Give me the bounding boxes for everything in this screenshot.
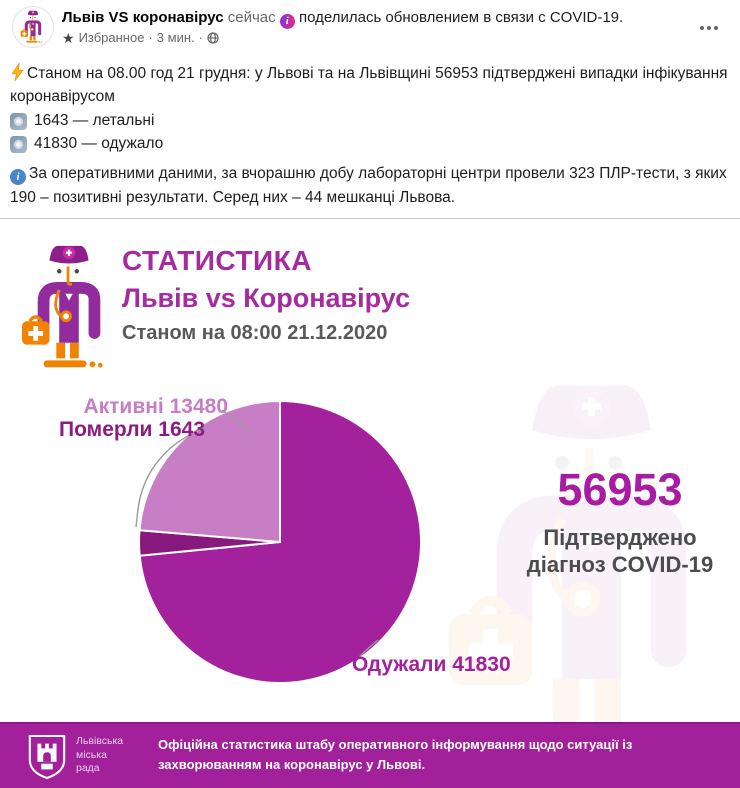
post-text-line1 <box>10 62 728 108</box>
pie-slices <box>139 401 421 683</box>
infographic-image[interactable] <box>0 219 740 788</box>
favorites-star-icon: ★ <box>62 29 75 46</box>
lightning-icon <box>10 63 25 81</box>
org-name-line: Львівська <box>76 735 124 747</box>
more-options-icon[interactable] <box>696 22 722 34</box>
info-circle-icon: i <box>10 169 26 185</box>
post-text-line2 <box>10 162 728 210</box>
post-title-line <box>62 7 696 29</box>
favorites-label: Избранное <box>78 30 145 45</box>
post-text-line2-text: За оперативними даними, за вчорашню добу лабораторні центри провели 323 ПЛР-тести, з яких 190 – позитивні результати. Серед них – 44 мешканці Львова. <box>10 165 727 206</box>
page-name-link[interactable]: Львів VS коронавірус <box>62 9 224 26</box>
org-name <box>76 735 123 776</box>
infographic-footer <box>0 722 740 788</box>
pie-label-active: Активні 13480 <box>83 395 228 418</box>
bullet-text-recovered: 41830 — одужало <box>34 135 164 152</box>
confirmed-total-value: 56953 <box>557 464 683 515</box>
infographic-date: Станом на 08:00 21.12.2020 <box>122 322 388 344</box>
radio-button-icon <box>10 113 27 130</box>
list-item <box>10 112 154 130</box>
pie-label-died: Померли 1643 <box>59 418 205 441</box>
globe-privacy-icon <box>207 32 219 44</box>
post-timestamp[interactable]: 3 мин. <box>156 30 195 45</box>
post-text-line1-text: Станом на 08.00 год 21 грудня: у Львові та на Львівщині 56953 підтверджені випадки інфікування коронавірусом <box>10 65 728 105</box>
infographic-title: СТАТИСТИКА <box>122 245 312 276</box>
org-name-line: міська <box>76 748 107 761</box>
confirmed-stat-block <box>500 466 740 578</box>
list-item <box>10 135 163 153</box>
post-action-text: поделилась обновлением в связи с COVID-19. <box>298 9 624 26</box>
bullet-text-lethal: 1643 — летальні <box>34 112 155 129</box>
infographic-subtitle: Львів vs Коронавірус <box>122 283 411 313</box>
page-avatar[interactable] <box>12 6 54 48</box>
confirmed-total-label <box>500 524 740 578</box>
confirmed-label-line2: діагноз COVID-19 <box>526 552 714 577</box>
radio-button-icon <box>10 136 27 153</box>
info-badge-icon: i <box>280 14 295 29</box>
post-time-inline: сейчас <box>227 9 276 26</box>
post-byline <box>62 30 219 45</box>
byline-separator: · <box>198 30 203 45</box>
org-name-line: рада <box>76 762 100 774</box>
doctor-avatar-icon <box>20 9 46 45</box>
confirmed-label-line1: Підтверджено <box>543 525 697 550</box>
pie-label-recovered: Одужали 41830 <box>352 653 511 676</box>
byline-separator: · <box>148 30 153 45</box>
lviv-city-council-logo <box>26 733 68 781</box>
infographic-footer-text: Офіційна статистика штабу оперативного інформування щодо ситуації із захворюванням на коронавірус у Львові. <box>158 737 633 772</box>
